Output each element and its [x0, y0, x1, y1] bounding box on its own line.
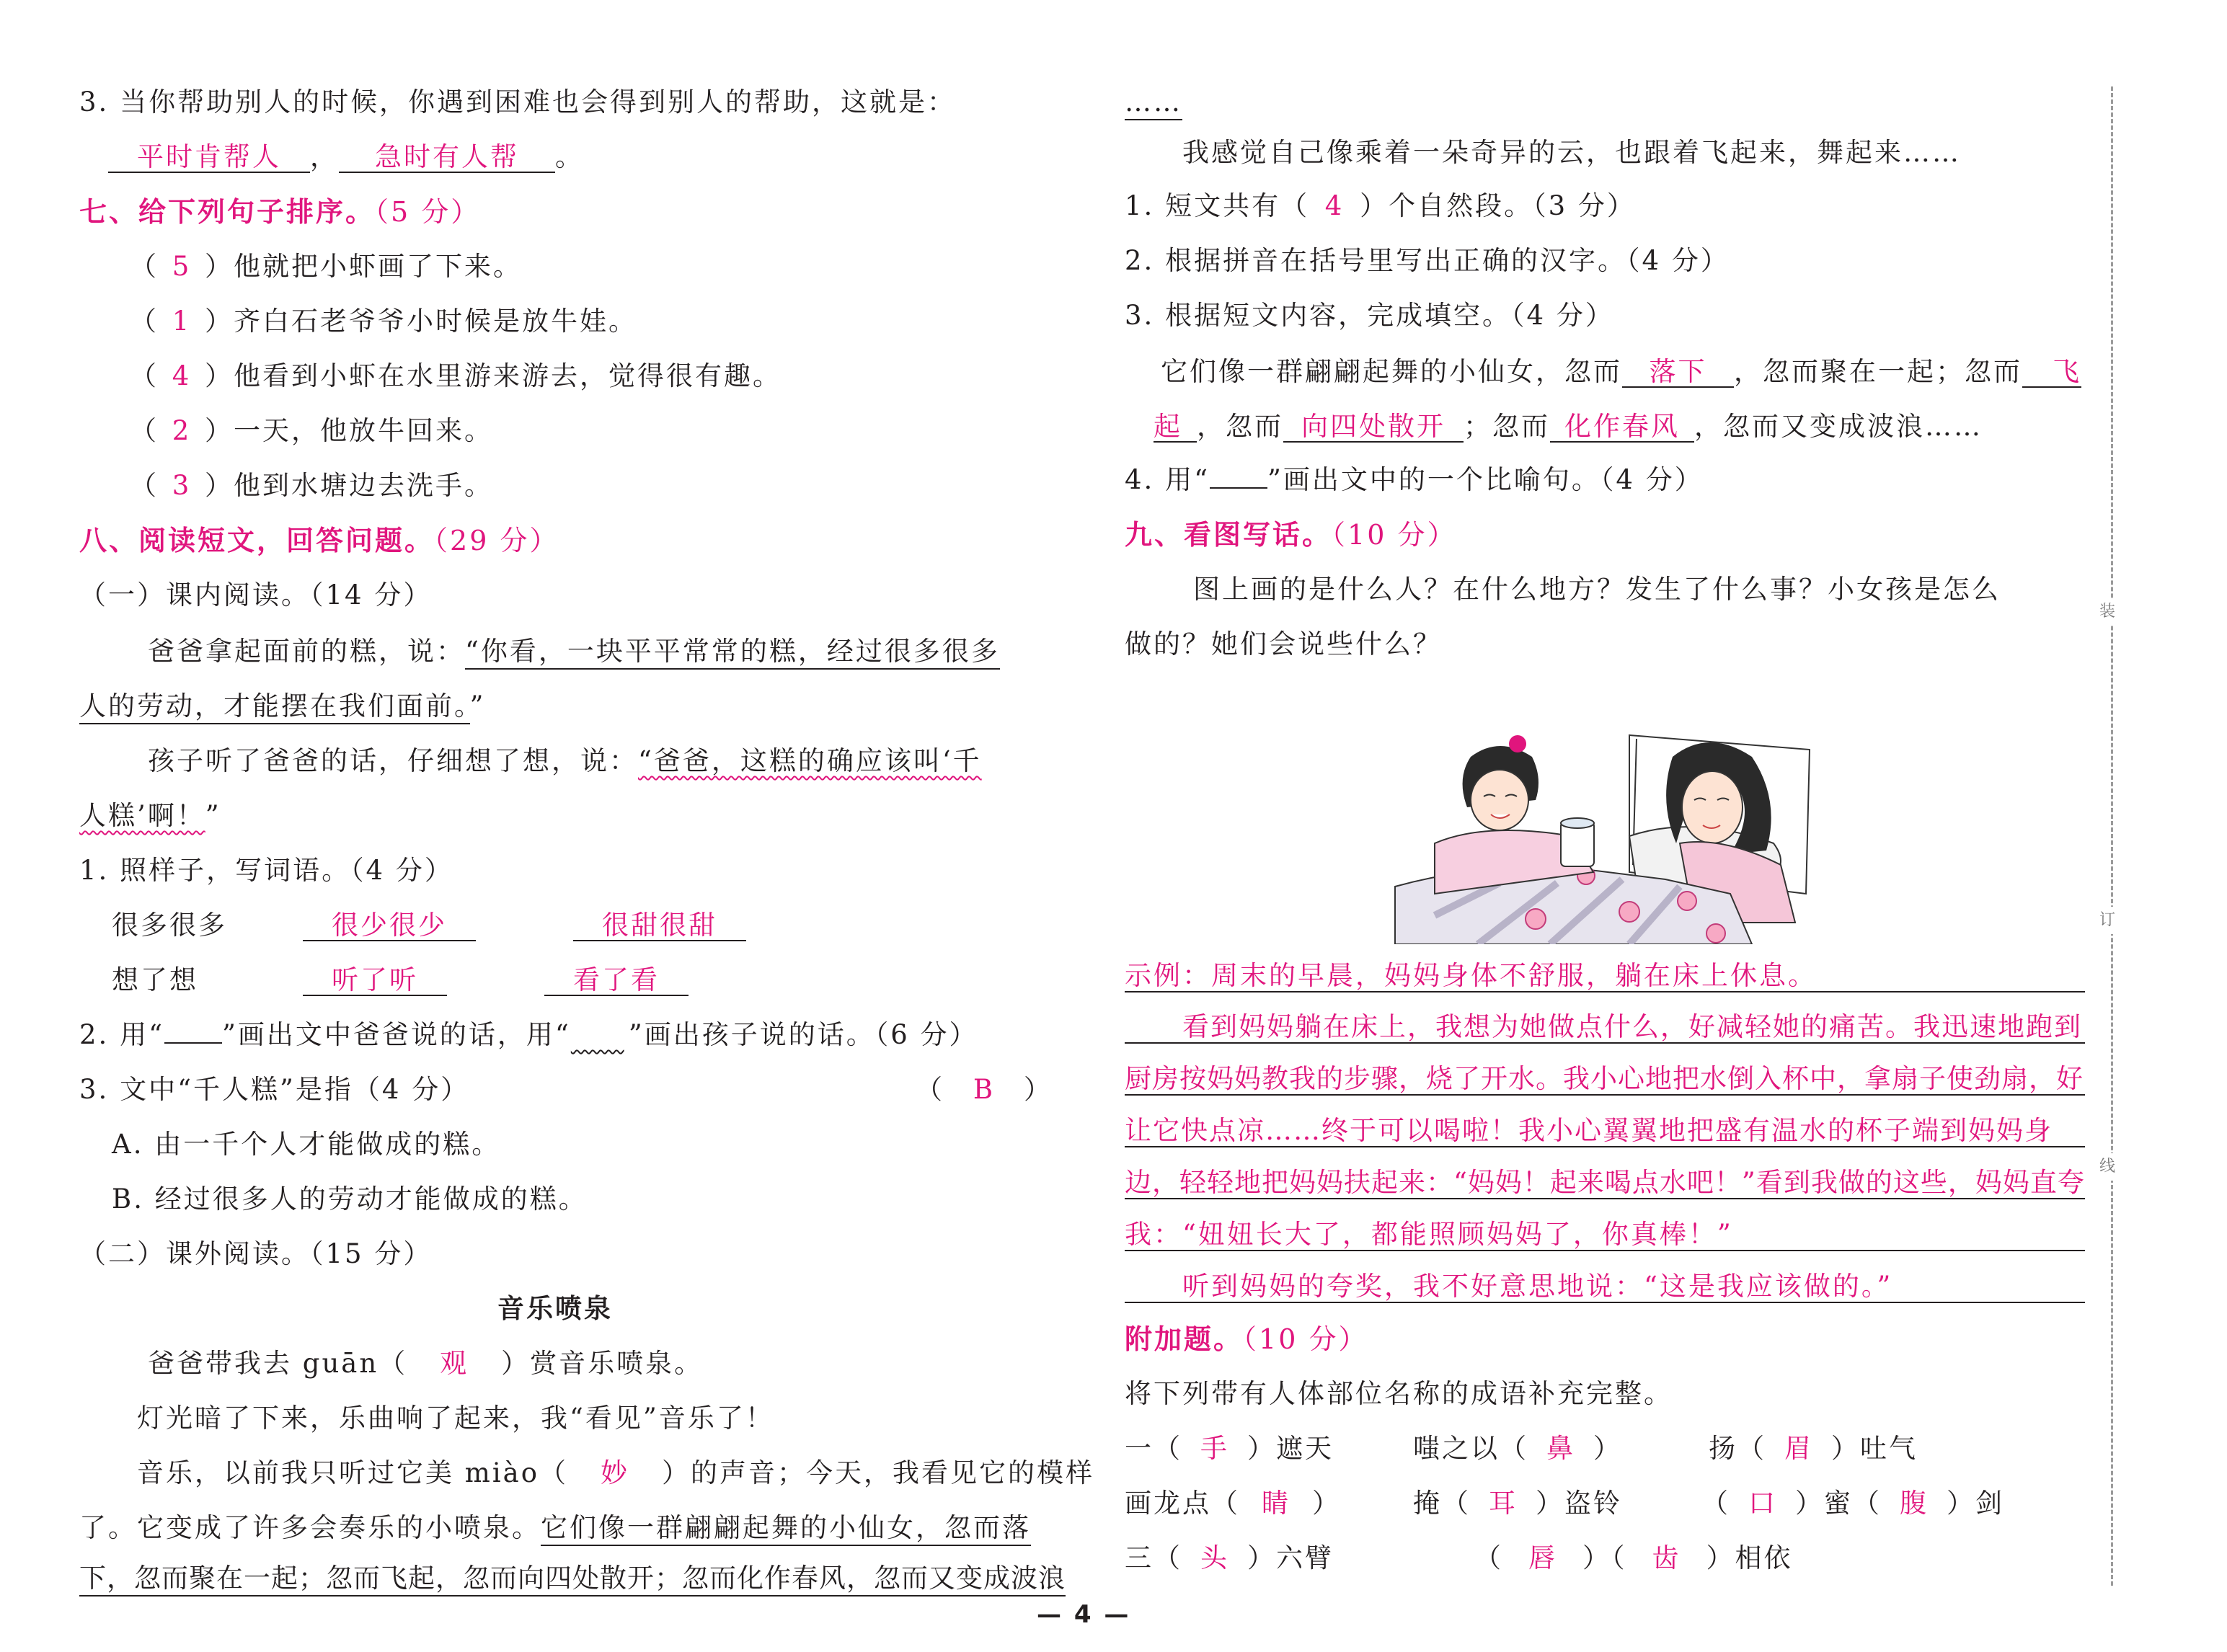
passage-line — [79, 690, 485, 722]
fill-text: ，忽而 — [1197, 411, 1283, 442]
right-question-2: 2. 根据拼音在括号里写出正确的汉字。（4 分） — [1125, 245, 1730, 276]
child-speech[interactable]: “爸爸，这糕的确应该叫‘千 — [638, 745, 982, 776]
quote-mark: ” — [469, 690, 486, 721]
section-title: 九、看图写话。 — [1125, 519, 1332, 551]
order-text: 他到水塘边去洗手。 — [234, 470, 493, 501]
word-row — [112, 964, 689, 996]
answer-blank[interactable]: 飞 — [2022, 358, 2081, 388]
answer-blank[interactable]: 起 — [1154, 412, 1197, 443]
q-text: 1. 短文共有（ — [1125, 190, 1310, 221]
idiom-answer[interactable]: 唇 — [1528, 1542, 1557, 1573]
option-b: B. 经过很多人的劳动才能做成的糕。 — [112, 1184, 588, 1214]
dad-speech[interactable]: 人的劳动，才能摆在我们面前。 — [79, 690, 470, 724]
section-title: 附加题。 — [1125, 1323, 1244, 1355]
idiom: 嗤之以（ 鼻 ） — [1413, 1433, 1622, 1464]
q2-text: 2. 用“ — [79, 1019, 164, 1050]
idiom-answer[interactable]: 鼻 — [1546, 1433, 1575, 1464]
section-9-heading — [1125, 519, 1456, 551]
straight-line-sample — [164, 1042, 222, 1044]
right-question-1 — [1125, 190, 1636, 222]
right-question-3: 3. 根据短文内容，完成填空。（4 分） — [1125, 300, 1614, 331]
order-item: （ 5 ）他就把小虾画了下来。 — [130, 251, 522, 282]
idiom: 扬（ 眉 ）吐气 — [1709, 1433, 1918, 1464]
simile-sentence[interactable]: 下，忽而聚在一起；忽而飞起，忽而向四处散开；忽而化作春风，忽而又变成波浪 — [79, 1563, 1066, 1597]
fill-line — [1154, 411, 1983, 443]
idiom: （ 口 ）蜜（ 腹 ）剑 — [1701, 1488, 2004, 1519]
part-2-heading: （二）课外阅读。（15 分） — [79, 1238, 433, 1269]
order-item: （ 3 ）他到水塘边去洗手。 — [130, 470, 493, 501]
order-number[interactable]: 3 — [172, 470, 192, 501]
story-line: 我感觉自己像乘着一朵奇异的云，也跟着飞起来，舞起来…… — [1182, 137, 1961, 168]
story-line: 灯光暗了下来，乐曲响了起来，我“看见”音乐了！ — [137, 1403, 774, 1434]
idiom: 一（ 手 ）遮天 — [1125, 1433, 1334, 1464]
answer-blank[interactable]: 平时肯帮人 — [108, 143, 310, 173]
simile-sentence[interactable]: 它们像一群翩翩起舞的小仙女，忽而落 — [541, 1512, 1031, 1546]
prompt-line: 图上画的是什么人？在什么地方？发生了什么事？小女孩是怎么 — [1193, 574, 2001, 605]
pinyin-answer[interactable]: 妙 — [601, 1457, 630, 1488]
option-a: A. 由一千个人才能做成的糕。 — [112, 1129, 501, 1160]
q-text: ”画出文中的一个比喻句。（4 分） — [1267, 464, 1704, 495]
word-example: 很多很多 — [112, 910, 227, 941]
idiom-answer[interactable]: 齿 — [1652, 1542, 1681, 1573]
simile-sentence: …… — [1125, 86, 1182, 120]
q-text: ）个自然段。（3 分） — [1360, 190, 1636, 221]
section-points: （10 分） — [1332, 519, 1457, 551]
quote-mark: ” — [205, 800, 221, 831]
binding-mark: 装 — [2098, 598, 2117, 626]
story-text: ）的声音；今天，我看见它的模样 — [662, 1457, 1095, 1488]
idiom: （ 唇 ）（ 齿 ）相依 — [1474, 1542, 1793, 1573]
writing-line[interactable]: 边，轻轻地把妈妈扶起来：“妈妈！起来喝点水吧！”看到我做的这些，妈妈直夸 — [1125, 1167, 2085, 1198]
question-2 — [79, 1019, 978, 1051]
section-points: （29 分） — [434, 525, 559, 556]
passage-line — [148, 745, 982, 777]
idiom-answer[interactable]: 睛 — [1262, 1488, 1290, 1519]
section-points: （5 分） — [375, 196, 481, 228]
fill-text: 它们像一群翩翩起舞的小仙女，忽而 — [1161, 356, 1622, 387]
story-text: ）赏音乐喷泉。 — [501, 1348, 704, 1379]
fill-text: ，忽而聚在一起；忽而 — [1734, 356, 2022, 387]
answer-blank[interactable]: 向四处散开 — [1283, 412, 1464, 443]
order-text: 一天，他放牛回来。 — [234, 415, 493, 446]
paragraph-count[interactable]: 4 — [1324, 190, 1345, 221]
binding-dashed-line — [2111, 86, 2113, 1586]
idiom-answer[interactable]: 口 — [1748, 1488, 1777, 1519]
section-title: 八、阅读短文，回答问题。 — [79, 525, 435, 556]
pinyin-answer[interactable]: 观 — [440, 1348, 469, 1379]
answer-blank[interactable]: 很少很少 — [303, 911, 476, 941]
child-speech[interactable]: 人糕’啊！ — [79, 800, 205, 831]
passage-line — [148, 636, 1000, 667]
wavy-line-sample: ​ — [570, 1019, 624, 1050]
answer-blank[interactable]: 落下 — [1622, 358, 1734, 388]
idiom-answer[interactable]: 眉 — [1784, 1433, 1813, 1464]
idiom: 三（ 头 ）六臂 — [1125, 1542, 1334, 1573]
straight-line-sample — [1210, 487, 1267, 489]
idiom-answer[interactable]: 头 — [1200, 1542, 1229, 1573]
answer-blank[interactable]: 很甜很甜 — [573, 911, 746, 941]
order-number[interactable]: 2 — [172, 415, 192, 446]
order-item: （ 4 ）他看到小虾在水里游来游去，觉得很有趣。 — [130, 360, 782, 391]
question-3: 3. 文中“千人糕”是指（4 分） — [79, 1074, 470, 1105]
prompt-line: 做的？她们会说些什么？ — [1125, 629, 1442, 660]
story-line — [79, 1512, 1031, 1544]
q2-text: ”画出孩子说的话。（6 分） — [628, 1019, 978, 1050]
choice-answer[interactable]: B — [973, 1074, 996, 1105]
order-text: 他就把小虾画了下来。 — [234, 251, 522, 282]
writing-line[interactable]: 示例：周末的早晨，妈妈身体不舒服，躺在床上休息。 — [1125, 960, 1817, 991]
idiom: 掩（ 耳 ）盗铃 — [1413, 1488, 1622, 1519]
question-3-answer: （ B ） — [916, 1074, 1053, 1105]
word-row — [112, 910, 746, 941]
idiom-answer[interactable]: 腹 — [1900, 1488, 1929, 1519]
idiom: 画龙点（ 睛 ） — [1125, 1488, 1341, 1519]
answer-blank[interactable]: 听了听 — [303, 966, 447, 996]
order-item: （ 1 ）齐白石老爷爷小时候是放牛娃。 — [130, 306, 637, 337]
idiom-answer[interactable]: 手 — [1200, 1433, 1229, 1464]
order-text: 齐白石老爷爷小时候是放牛娃。 — [234, 306, 637, 337]
story-text: 爸爸带我去 guān（ — [148, 1348, 408, 1379]
word-example: 想了想 — [112, 964, 198, 995]
comma: ， — [310, 141, 339, 172]
q2-text: ”画出文中爸爸说的话，用“ — [221, 1019, 571, 1050]
section-8-heading — [79, 525, 559, 556]
answer-blank[interactable]: 化作春风 — [1550, 412, 1694, 443]
mother-daughter-illustration — [1391, 728, 1817, 944]
order-item: （ 2 ）一天，他放牛回来。 — [130, 415, 493, 446]
q6-3-answer-line — [108, 141, 584, 173]
order-number[interactable]: 1 — [172, 306, 192, 337]
period: 。 — [555, 141, 584, 172]
binding-mark: 线 — [2098, 1153, 2117, 1181]
fill-text: ；忽而 — [1464, 411, 1550, 442]
passage-line — [79, 800, 221, 832]
story-line — [148, 1348, 703, 1380]
extra-description: 将下列带有人体部位名称的成语补充完整。 — [1125, 1378, 1673, 1409]
section-title: 七、给下列句子排序。 — [79, 196, 376, 228]
passage-text: 爸爸拿起面前的糕，说： — [148, 636, 465, 667]
passage-text: 孩子听了爸爸的话，仔细想了想，说： — [148, 745, 638, 776]
dad-speech[interactable]: “你看，一块平平常常的糕，经过很多很多 — [465, 636, 1000, 670]
story-line — [137, 1457, 1094, 1489]
section-7-heading — [79, 196, 480, 228]
writing-line[interactable]: 看到妈妈躺在床上，我想为她做点什么，好减轻她的痛苦。我迅速地跑到 — [1182, 1011, 2082, 1042]
writing-line[interactable]: 听到妈妈的夸奖，我不好意思地说：“这是我应该做的。” — [1182, 1271, 1893, 1302]
extra-heading — [1125, 1323, 1368, 1355]
answer-blank[interactable]: 急时有人帮 — [339, 143, 555, 173]
ellipsis — [1125, 86, 1182, 118]
question-1: 1. 照样子，写词语。（4 分） — [79, 855, 453, 886]
fill-line — [1161, 356, 2081, 388]
order-text: 他看到小虾在水里游来游去，觉得很有趣。 — [234, 360, 782, 391]
story-line — [79, 1563, 1066, 1594]
writing-line[interactable]: 让它快点凉……终于可以喝啦！我小心翼翼地把盛有温水的杯子端到妈妈身 — [1125, 1115, 2053, 1146]
story-title: 音乐喷泉 — [497, 1293, 613, 1324]
writing-line[interactable]: 我：“妞妞长大了，都能照顾妈妈了，你真棒！” — [1125, 1219, 1733, 1250]
order-number[interactable]: 4 — [172, 360, 192, 391]
q6-3-prompt: 3. 当你帮助别人的时候，你遇到困难也会得到别人的帮助，这就是： — [79, 86, 957, 117]
order-number[interactable]: 5 — [172, 251, 192, 282]
fill-text: ，忽而又变成波浪…… — [1694, 411, 1983, 442]
q-text: 4. 用“ — [1125, 464, 1210, 495]
section-points: （10 分） — [1243, 1323, 1368, 1355]
writing-line[interactable]: 厨房按妈妈教我的步骤，烧了开水。我小心地把水倒入杯中，拿扇子使劲扇，好 — [1125, 1063, 2084, 1094]
story-text: 了。它变成了许多会奏乐的小喷泉。 — [79, 1512, 541, 1543]
right-question-4 — [1125, 464, 1704, 496]
idiom-answer[interactable]: 耳 — [1489, 1488, 1518, 1519]
story-text: 音乐，以前我只听过它美 miào（ — [137, 1457, 569, 1488]
answer-blank[interactable]: 看了看 — [544, 966, 689, 996]
binding-mark: 订 — [2098, 907, 2117, 934]
part-1-heading: （一）课内阅读。（14 分） — [79, 579, 433, 610]
page-number: — 4 — — [1037, 1600, 1131, 1629]
